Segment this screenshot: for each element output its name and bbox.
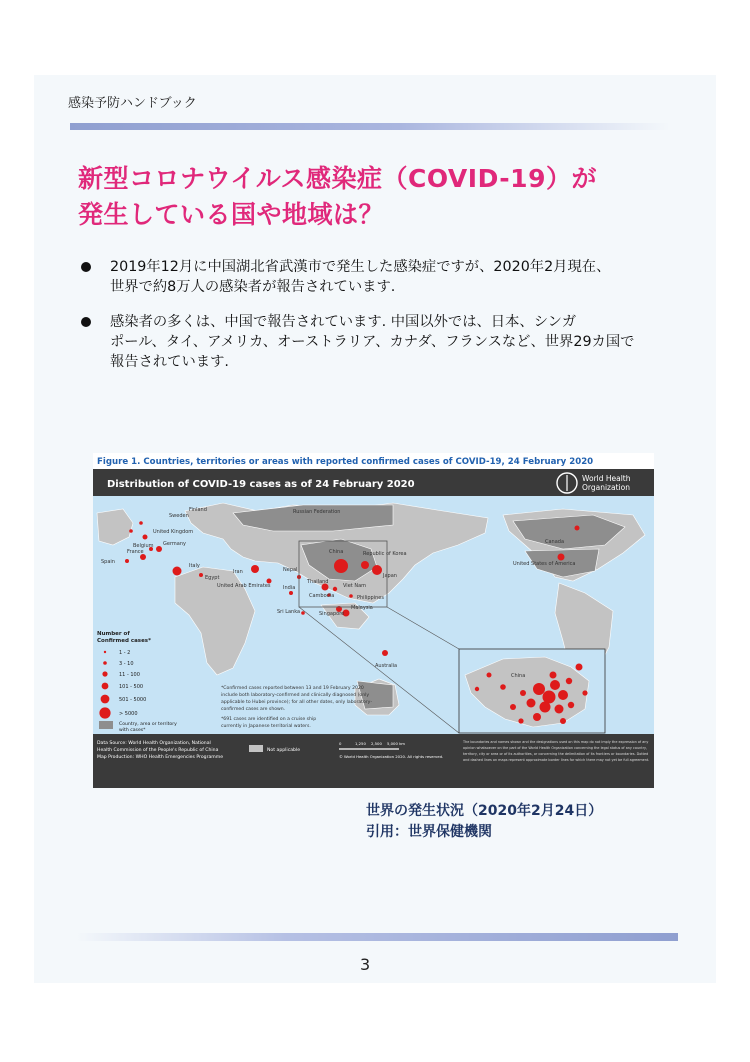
inset-marker (533, 683, 545, 695)
inset-marker (582, 690, 587, 695)
who-name-line-2: Organization (582, 483, 630, 492)
bullet-1-line-2: 世界で約8万人の感染者が報告されています. (110, 279, 396, 295)
map-copyright: © World Health Organization 2020. All rights reserved. (339, 754, 444, 759)
inset-marker (555, 705, 564, 714)
scale-label-1: 1,250 (355, 741, 366, 746)
legend-label-6: > 5000 (119, 711, 138, 717)
case-marker-japan (372, 565, 382, 575)
legend-marker-6 (99, 707, 110, 718)
page-title (78, 161, 597, 233)
label-vietnam: Viet Nam (343, 583, 367, 589)
inset-marker (510, 704, 516, 710)
case-marker-philippines (349, 594, 353, 598)
legend-marker-1 (104, 651, 106, 653)
label-singapore: Singapore (319, 611, 345, 617)
label-usa: United States of America (513, 561, 576, 567)
inset-marker (520, 690, 526, 696)
case-marker-canada (575, 526, 580, 531)
label-canada: Canada (545, 539, 565, 545)
legend-label-5: 501 - 5000 (119, 697, 147, 703)
bullet-1-line-1: 2019年12月に中国湖北省武漢市で発生した感染症ですが、2020年2月現在、 (110, 259, 611, 275)
case-marker-srilanka (301, 611, 305, 615)
note-1-line-3: applicable to Hubei province); for all other dates, only laboratory- (221, 700, 372, 705)
label-germany: Germany (163, 541, 186, 547)
case-marker-australia (382, 650, 388, 656)
legend-label-1: 1 - 2 (119, 650, 131, 656)
legend-marker-2 (103, 661, 107, 665)
note-1-line-2: include both laboratory-confirmed and clinically diagnosed (only (221, 693, 370, 698)
disclaimer-line-2: opinion whatsoever on the part of the World Health Organization concerning the legal status of any country, (463, 746, 648, 750)
label-korea: Republic of Korea (363, 551, 407, 557)
case-marker-vietnam (333, 587, 337, 591)
inset-marker (533, 713, 541, 721)
inset-marker (566, 678, 572, 684)
note-1-line-4: confirmed cases are shown. (221, 707, 286, 712)
label-malaysia: Malaysia (351, 605, 373, 611)
label-uae: United Arab Emirates (217, 583, 271, 589)
source-line-3: Map Production: WHO Health Emergencies Programme (97, 755, 224, 760)
case-marker-sweden (129, 529, 133, 533)
legend-marker-4 (102, 683, 109, 690)
note-1-line-1: *Confirmed cases reported between 13 and 19 February 2020 (221, 686, 364, 691)
inset-marker (540, 702, 551, 713)
scale-label-0: 0 (339, 741, 342, 746)
title-line-2: 発生している国や地域は？ (78, 200, 385, 229)
label-australia: Australia (375, 663, 398, 669)
map-banner-title: Distribution of COVID-19 cases as of 24 February 2020 (107, 479, 415, 490)
world-map (93, 453, 654, 788)
label-uk: United Kingdom (153, 529, 194, 535)
inset-marker (550, 672, 557, 679)
not-applicable-label: Not applicable (267, 748, 301, 753)
note-2-line-2: currently in Japanese territorial waters. (221, 724, 311, 729)
legend-label-2: 3 - 10 (119, 661, 134, 667)
legend-title-line-1: Number of (97, 631, 130, 637)
figure-heading: Figure 1. Countries, territories or areas with reported confirmed cases of COVID-19, 24 February 2020 (97, 457, 594, 467)
label-italy: Italy (189, 563, 200, 569)
bullet-dot-icon (81, 317, 91, 327)
case-marker-usa (558, 554, 565, 561)
case-marker-italy (173, 567, 182, 576)
case-marker-finland (139, 521, 143, 525)
inset-marker (558, 690, 568, 700)
bullet-2-line-2: ポール、タイ、アメリカ、オーストラリア、カナダ、フランスなど、世界29カ国で (110, 334, 635, 350)
header-rule (70, 123, 670, 130)
legend-marker-3 (102, 671, 107, 676)
label-srilanka: Sri Lanka (277, 609, 301, 615)
bullet-item-2 (76, 312, 696, 372)
label-france: France (127, 549, 144, 555)
bullet-item-1 (76, 257, 696, 297)
disclaimer-line-3: territory, city or area or of its authorities, or concerning the delimitation of its frontiers or boundaries. Dotted (463, 752, 649, 756)
case-marker-india (289, 591, 293, 595)
legend-other-line-1: Country, area or territory (119, 722, 177, 727)
note-2-line-1: *691 cases are identified on a cruise ship (221, 717, 317, 722)
who-covid-map-figure (93, 453, 654, 788)
bullet-2-line-3: 報告されています. (110, 354, 229, 370)
label-nepal: Nepal (283, 567, 298, 573)
label-india: India (283, 585, 296, 591)
legend-other-line-2: with cases* (119, 728, 146, 733)
disclaimer-line-4: and dashed lines on maps represent approximate border lines for which there may not yet be full agreement. (463, 758, 650, 762)
case-marker-china (334, 559, 348, 573)
inset-marker (550, 680, 560, 690)
label-japan: Japan (383, 573, 397, 579)
label-philippines: Philippines (357, 595, 384, 601)
legend-swatch-cases (99, 721, 113, 729)
source-line-2: Health Commission of the People's Republic of China (97, 748, 219, 753)
label-russia: Russian Federation (293, 509, 341, 515)
inset-marker (500, 684, 506, 690)
who-name-line-1: World Health (582, 474, 631, 483)
label-cambodia: Cambodia (309, 593, 335, 599)
inset-marker (475, 687, 479, 691)
map-source (97, 740, 223, 760)
source-line-1: Data Source: World Health Organization, National (97, 741, 211, 746)
title-line-1: 新型コロナウイルス感染症（COVID-19）が (78, 164, 597, 193)
label-china-inset: China (511, 673, 526, 679)
footer-rule (76, 933, 678, 941)
figure-caption (366, 801, 602, 843)
label-sweden: Sweden (169, 513, 189, 519)
label-belgium: Belgium (133, 543, 154, 549)
case-marker-korea (361, 561, 369, 569)
bullet-dot-icon (81, 262, 91, 272)
inset-marker (560, 718, 566, 724)
inset-marker (527, 699, 536, 708)
case-marker-germany (156, 546, 162, 552)
inset-marker (487, 673, 492, 678)
caption-line-1: 世界の発生状況（2020年2月24日） (366, 803, 603, 819)
legend-label-4: 101 - 500 (119, 684, 144, 690)
case-marker-egypt (199, 573, 203, 577)
inset-marker (568, 702, 574, 708)
bullet-2-line-1: 感染者の多くは、中国で報告されています. 中国以外では、日本、シンガ (110, 314, 577, 330)
page-panel (34, 75, 716, 983)
caption-line-2: 引用：世界保健機関 (366, 824, 492, 840)
inset-marker (576, 664, 583, 671)
scale-label-3: 5,000 km (387, 741, 405, 746)
label-spain: Spain (101, 559, 115, 565)
legend-title-line-2: Confirmed cases* (97, 638, 151, 644)
disclaimer-line-1: The boundaries and names shown and the designations used on this map do not imply the expression of any (463, 740, 649, 744)
not-applicable-swatch (249, 745, 263, 752)
label-china: China (329, 549, 344, 555)
legend-marker-5 (101, 695, 110, 704)
scale-label-2: 2,500 (371, 741, 382, 746)
bullet-list (76, 257, 696, 387)
inset-marker (518, 718, 523, 723)
case-marker-iran (251, 565, 259, 573)
label-iran: Iran (233, 569, 243, 575)
running-head: 感染予防ハンドブック (68, 96, 197, 111)
case-marker-uk (143, 535, 148, 540)
label-thailand: Thailand (307, 579, 329, 585)
label-finland: Finland (189, 507, 207, 513)
label-egypt: Egypt (205, 575, 220, 581)
page-number: 3 (360, 955, 371, 974)
legend-label-3: 11 - 100 (119, 672, 140, 678)
case-marker-spain (125, 559, 129, 563)
